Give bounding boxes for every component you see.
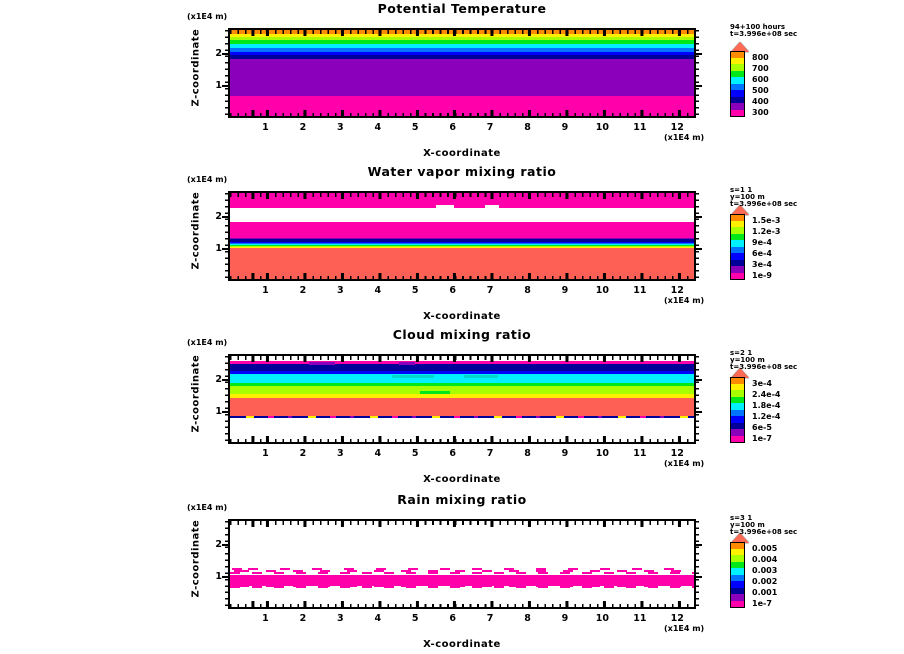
- x-axis-ticks-major: [230, 601, 694, 607]
- z-axis-unit: (x1E4 m): [187, 503, 228, 512]
- contour-band-magenta: [230, 586, 694, 589]
- colorbar-segment-green: [730, 397, 745, 405]
- colorbar-segment-blue: [730, 581, 745, 589]
- colorbar-segment-navy: [730, 423, 745, 431]
- contour-band-chartreuse: [230, 386, 694, 394]
- speckle-row: [230, 584, 694, 586]
- contour-band-cyan: [230, 374, 694, 382]
- colorbar-tick-label: 0.005: [752, 544, 778, 553]
- contour-patch-teal: [464, 375, 498, 378]
- x-tick-label: 4: [374, 285, 382, 296]
- x-axis-ticks-major: [230, 273, 694, 279]
- x-axis-label: X-coordinate: [423, 148, 501, 159]
- colorbar-overflow-arrow: [731, 205, 749, 215]
- contour-patch-teal: [392, 375, 434, 378]
- colorbar-header-line: s=1 1: [730, 186, 753, 194]
- plot-title: Water vapor mixing ratio: [367, 164, 557, 179]
- x-tick-label: 6: [449, 448, 456, 459]
- contour-band-white: [230, 208, 694, 222]
- x-tick-label: 11: [633, 613, 647, 624]
- colorbar-segment-chartreuse: [730, 390, 745, 398]
- x-tick-label: 6: [449, 122, 456, 133]
- contour-band-blue: [230, 52, 694, 55]
- x-tick-label: 4: [374, 122, 382, 133]
- colorbar-segment-green: [730, 562, 745, 570]
- x-tick-label: 1: [262, 285, 269, 296]
- x-tick-label: 2: [299, 448, 307, 459]
- z-axis-ticks: [696, 521, 699, 609]
- contour-band-cyan: [230, 244, 694, 245]
- x-tick-label: 11: [633, 448, 647, 459]
- x-tick-label: 5: [411, 122, 419, 133]
- x-tick-label: 10: [595, 122, 609, 133]
- x-tick-label: 12: [670, 613, 684, 624]
- x-tick-label: 1: [262, 613, 269, 624]
- x-tick-label: 7: [486, 122, 494, 133]
- x-tick-label: 10: [595, 285, 609, 296]
- x-tick-label: 3: [337, 448, 344, 459]
- contour-band-navy: [230, 416, 694, 418]
- colorbar-segment-royal: [730, 247, 745, 255]
- z-major-tick: [696, 544, 702, 546]
- z-axis-ticks: [696, 356, 699, 444]
- x-tick-label: 2: [299, 285, 307, 296]
- z-tick-label: 1: [215, 79, 222, 91]
- x-axis-ticks-major: [230, 30, 694, 36]
- z-major-tick: [222, 411, 228, 413]
- x-axis-ticks-major: [230, 521, 694, 527]
- contour-patch-purple: [399, 362, 415, 365]
- x-axis-ticks-minor: [230, 521, 694, 525]
- x-axis-ticks-minor: [230, 193, 694, 197]
- z-tick-label: 2: [215, 373, 222, 385]
- z-axis-label: Z-coordinate: [190, 519, 202, 598]
- contour-band-yellow: [230, 34, 694, 37]
- x-tick-label: 6: [449, 613, 456, 624]
- x-tick-label: 1: [262, 448, 269, 459]
- colorbar-segment-purple: [730, 429, 745, 437]
- contour-band-magenta: [230, 222, 694, 238]
- z-major-tick: [696, 216, 702, 218]
- colorbar-header-line: t=3.996e+08 sec: [730, 200, 798, 209]
- contour-band-yellow: [230, 394, 694, 398]
- colorbar-segment-chartreuse: [730, 555, 745, 563]
- colorbar-segment-purple: [730, 594, 745, 602]
- x-tick-label: 3: [337, 285, 344, 296]
- colorbar-segment-yellow: [730, 221, 745, 229]
- x-tick-label: 10: [595, 613, 609, 624]
- contour-band-purple: [230, 238, 694, 239]
- contour-band-green: [230, 40, 694, 44]
- z-major-tick: [222, 544, 228, 546]
- x-tick-label: 9: [561, 613, 569, 624]
- x-tick-label: 7: [486, 448, 494, 459]
- contour-band-navy: [230, 55, 694, 59]
- x-axis-unit: (x1E4 m): [664, 133, 705, 142]
- contour-band-chartreuse: [230, 37, 694, 40]
- x-tick-label: 8: [524, 285, 531, 296]
- contour-band-orange: [230, 30, 694, 34]
- colorbar-segment-magenta: [730, 436, 745, 444]
- contour-band-chartreuse: [230, 246, 694, 247]
- x-axis-ticks-minor: [230, 276, 694, 280]
- colorbar-tick-label: 0.001: [752, 588, 778, 597]
- contour-band-blue: [230, 242, 694, 244]
- contour-band-magenta: [230, 569, 694, 575]
- colorbar-tick-label: 0.004: [752, 555, 778, 564]
- colorbar-tick-label: 1.5e-3: [752, 216, 781, 225]
- colorbar-tick-label: 2.4e-4: [752, 390, 781, 399]
- colorbar-segment-orange: [730, 542, 745, 550]
- z-major-tick: [222, 576, 228, 578]
- colorbar-segment-chartreuse: [730, 64, 745, 72]
- colorbar-header-line: t=3.996e+08 sec: [730, 528, 798, 537]
- colorbar-header-line: y=100 m: [730, 521, 765, 530]
- colorbar-segment-magenta: [730, 601, 745, 609]
- colorbar-header-line: s=2 1: [730, 349, 753, 357]
- plot-title: Rain mixing ratio: [397, 492, 527, 507]
- z-axis-ticks: [696, 193, 699, 281]
- speckle-row: [230, 586, 694, 588]
- colorbar-segment-yellow: [730, 549, 745, 557]
- colorbar-segment-chartreuse: [730, 227, 745, 235]
- x-tick-label: 4: [374, 613, 382, 624]
- plot-area: [228, 28, 696, 118]
- contour-band-magenta: [230, 96, 694, 116]
- z-axis-ticks: [225, 356, 228, 444]
- contour-band-salmon: [230, 398, 694, 416]
- colorbar-header-line: 94+100 hours: [730, 23, 786, 31]
- colorbar-segment-navy: [730, 97, 745, 105]
- z-tick-label: 1: [215, 570, 222, 582]
- z-axis-ticks: [225, 521, 228, 609]
- z-tick-label: 1: [215, 242, 222, 254]
- x-axis-label: X-coordinate: [423, 639, 501, 650]
- x-axis-ticks-major: [230, 436, 694, 442]
- plot-area: [228, 354, 696, 444]
- colorbar-segment-purple: [730, 103, 745, 111]
- colorbar-tick-label: 3e-4: [752, 379, 772, 388]
- colorbar-tick-label: 800: [752, 53, 769, 62]
- x-tick-label: 5: [411, 448, 419, 459]
- z-tick-label: 2: [215, 210, 222, 222]
- colorbar-overflow-arrow: [731, 42, 749, 52]
- z-major-tick: [696, 411, 702, 413]
- colorbar-segment-cyan: [730, 568, 745, 576]
- colorbar-tick-label: 3e-4: [752, 260, 772, 269]
- x-tick-label: 5: [411, 285, 419, 296]
- colorbar-tick-label: 6e-5: [752, 423, 772, 432]
- contour-band-navy: [230, 364, 694, 371]
- colorbar-header-line: t=3.996e+08 sec: [730, 30, 798, 39]
- colorbar-tick-label: 6e-4: [752, 249, 772, 258]
- z-major-tick: [222, 248, 228, 250]
- colorbar-segment-cyan: [730, 240, 745, 248]
- colorbar-tick-label: 0.002: [752, 577, 778, 586]
- colorbar-segment-navy: [730, 588, 745, 596]
- colorbar-tick-label: 700: [752, 64, 769, 73]
- x-tick-label: 12: [670, 122, 684, 133]
- colorbar-header-line: s=3 1: [730, 514, 753, 522]
- colorbar-segment-orange: [730, 51, 745, 59]
- plot-area: [228, 519, 696, 609]
- x-axis-ticks-major: [230, 356, 694, 362]
- colorbar-segment-blue: [730, 90, 745, 98]
- colorbar-tick-label: 1e-7: [752, 434, 772, 443]
- x-axis-ticks-minor: [230, 113, 694, 117]
- colorbar-segment-blue: [730, 253, 745, 261]
- x-tick-label: 9: [561, 448, 569, 459]
- colorbar-segment-blue: [730, 416, 745, 424]
- speckle-row: [230, 585, 694, 587]
- colorbar-tick-label: 9e-4: [752, 238, 772, 247]
- z-major-tick: [222, 85, 228, 87]
- colorbar-segment-yellow: [730, 58, 745, 66]
- contour-band-magenta: [230, 575, 694, 585]
- colorbar: [730, 187, 820, 297]
- contour-patch-green: [420, 391, 450, 394]
- z-tick-label: 2: [215, 47, 222, 59]
- x-tick-label: 3: [337, 613, 344, 624]
- z-axis-ticks: [225, 193, 228, 281]
- colorbar-overflow-arrow: [731, 533, 749, 543]
- x-tick-label: 7: [486, 285, 494, 296]
- z-major-tick: [696, 379, 702, 381]
- speckle-row: [230, 570, 694, 572]
- x-axis-unit: (x1E4 m): [664, 296, 705, 305]
- colorbar: [730, 350, 820, 460]
- plot-title: Cloud mixing ratio: [392, 327, 532, 342]
- z-major-tick: [696, 248, 702, 250]
- z-axis-ticks: [225, 30, 228, 118]
- x-tick-label: 2: [299, 613, 307, 624]
- contour-band-blue: [230, 371, 694, 375]
- z-major-tick: [222, 216, 228, 218]
- colorbar-header-line: y=100 m: [730, 193, 765, 202]
- colorbar-segment-green: [730, 71, 745, 79]
- x-tick-label: 8: [524, 122, 531, 133]
- colorbar-tick-label: 500: [752, 86, 769, 95]
- x-axis-ticks-major: [230, 110, 694, 116]
- z-axis-unit: (x1E4 m): [187, 175, 228, 184]
- x-tick-label: 3: [337, 122, 344, 133]
- x-tick-label: 9: [561, 285, 569, 296]
- z-major-tick: [222, 53, 228, 55]
- z-axis-unit: (x1E4 m): [187, 338, 228, 347]
- colorbar-segment-green: [730, 234, 745, 242]
- x-tick-label: 8: [524, 613, 531, 624]
- x-axis-label: X-coordinate: [423, 311, 501, 322]
- plot-area: [228, 191, 696, 281]
- z-major-tick: [222, 379, 228, 381]
- z-tick-label: 2: [215, 538, 222, 550]
- x-tick-label: 7: [486, 613, 494, 624]
- x-tick-label: 12: [670, 448, 684, 459]
- x-tick-label: 4: [374, 448, 382, 459]
- z-tick-label: 1: [215, 405, 222, 417]
- colorbar-tick-label: 1.2e-3: [752, 227, 781, 236]
- colorbar-tick-label: 400: [752, 97, 769, 106]
- colorbar-tick-label: 0.003: [752, 566, 778, 575]
- plot-title: Potential Temperature: [377, 1, 547, 16]
- x-tick-label: 5: [411, 613, 419, 624]
- x-axis-ticks-minor: [230, 356, 694, 360]
- x-axis-ticks-minor: [230, 30, 694, 34]
- x-tick-label: 6: [449, 285, 456, 296]
- contour-band-green: [230, 245, 694, 246]
- colorbar-header-line: y=100 m: [730, 356, 765, 365]
- contour-band-navy: [230, 239, 694, 242]
- colorbar-overflow-arrow: [731, 368, 749, 378]
- z-axis-label: Z-coordinate: [190, 28, 202, 107]
- contour-band-cyan: [230, 44, 694, 48]
- speckle-row: [230, 572, 694, 574]
- colorbar-tick-label: 1.2e-4: [752, 412, 781, 421]
- contour-band-yellow: [230, 247, 694, 248]
- x-tick-label: 11: [633, 122, 647, 133]
- colorbar-segment-royal: [730, 84, 745, 92]
- contour-band-salmon: [230, 248, 694, 279]
- colorbar-segment-magenta: [730, 110, 745, 118]
- z-major-tick: [696, 85, 702, 87]
- contour-patch-purple: [309, 362, 335, 365]
- contour-patch-white: [436, 205, 454, 209]
- colorbar: [730, 515, 820, 625]
- z-axis-label: Z-coordinate: [190, 191, 202, 270]
- z-axis-ticks: [696, 30, 699, 118]
- colorbar-segment-yellow: [730, 384, 745, 392]
- contour-band-royal: [230, 48, 694, 52]
- colorbar: [730, 24, 820, 134]
- colorbar-tick-label: 600: [752, 75, 769, 84]
- colorbar-segment-royal: [730, 575, 745, 583]
- z-major-tick: [696, 53, 702, 55]
- z-major-tick: [696, 576, 702, 578]
- x-axis-ticks-minor: [230, 439, 694, 443]
- x-axis-label: X-coordinate: [423, 474, 501, 485]
- x-tick-label: 10: [595, 448, 609, 459]
- x-tick-label: 1: [262, 122, 269, 133]
- speckle-row: [230, 568, 694, 570]
- x-tick-label: 11: [633, 285, 647, 296]
- contour-band-green: [230, 383, 694, 386]
- x-tick-label: 2: [299, 122, 307, 133]
- x-axis-ticks-major: [230, 193, 694, 199]
- colorbar-segment-cyan: [730, 77, 745, 85]
- colorbar-segment-orange: [730, 377, 745, 385]
- z-axis-unit: (x1E4 m): [187, 12, 228, 21]
- contour-band-white: [230, 356, 694, 361]
- x-tick-label: 9: [561, 122, 569, 133]
- colorbar-header-line: t=3.996e+08 sec: [730, 363, 798, 372]
- contour-band-purple: [230, 59, 694, 96]
- contour-band-white: [230, 521, 694, 607]
- colorbar-tick-label: 1e-9: [752, 271, 772, 280]
- contour-band-magenta: [230, 361, 694, 364]
- contour-patch-white: [485, 205, 499, 209]
- x-axis-unit: (x1E4 m): [664, 624, 705, 633]
- x-axis-ticks-minor: [230, 604, 694, 608]
- x-axis-unit: (x1E4 m): [664, 459, 705, 468]
- x-tick-label: 8: [524, 448, 531, 459]
- colorbar-segment-royal: [730, 410, 745, 418]
- colorbar-segment-purple: [730, 266, 745, 274]
- z-axis-label: Z-coordinate: [190, 354, 202, 433]
- contour-band-magenta: [230, 193, 694, 208]
- colorbar-tick-label: 1.8e-4: [752, 401, 781, 410]
- x-tick-label: 12: [670, 285, 684, 296]
- colorbar-segment-navy: [730, 260, 745, 268]
- colorbar-segment-orange: [730, 214, 745, 222]
- colorbar-segment-magenta: [730, 273, 745, 281]
- colorbar-tick-label: 300: [752, 108, 769, 117]
- colorbar-segment-cyan: [730, 403, 745, 411]
- contour-band-royal: [230, 243, 694, 244]
- contour-band-white: [230, 418, 694, 442]
- colorbar-tick-label: 1e-7: [752, 599, 772, 608]
